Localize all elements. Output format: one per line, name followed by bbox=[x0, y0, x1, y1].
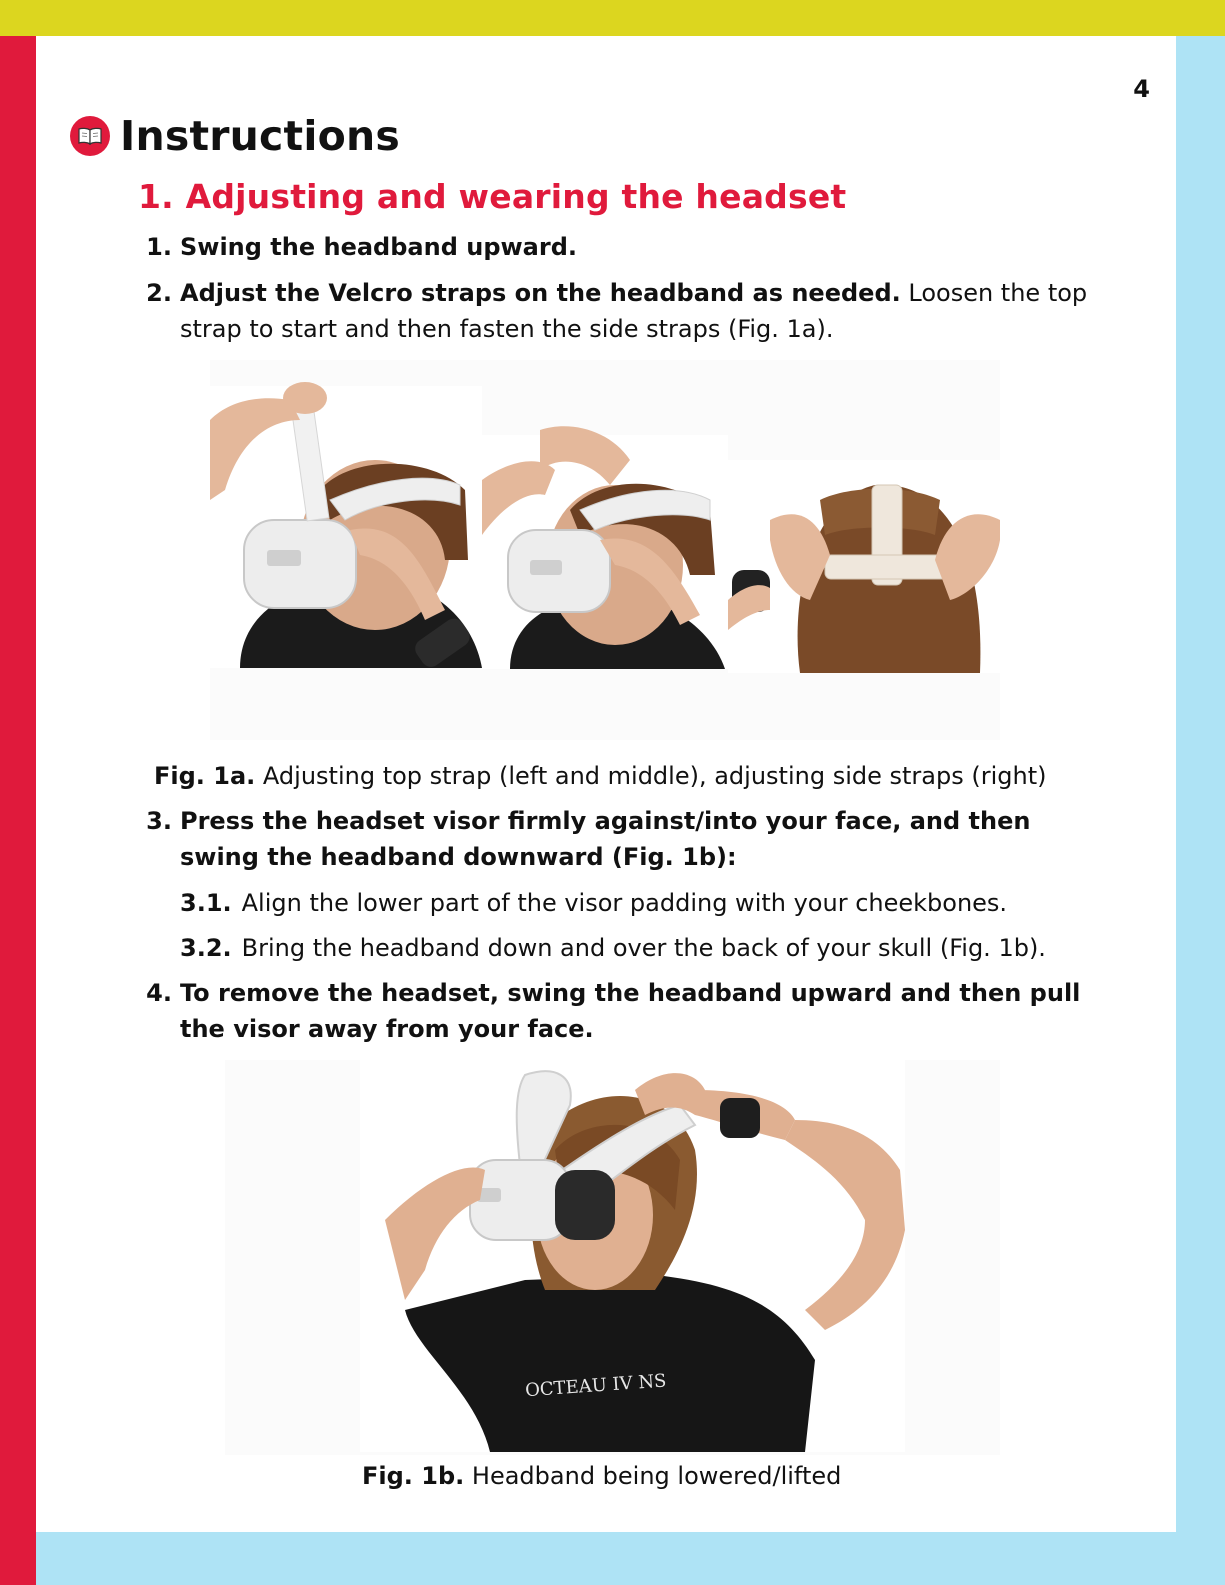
substep-3-1 bbox=[180, 885, 1007, 921]
step-instruction: Swing the headband upward. bbox=[180, 233, 577, 261]
fig1a-photo-left bbox=[210, 382, 482, 671]
step-instruction: Adjust the Velcro straps on the headband as needed. bbox=[180, 279, 901, 307]
left-color-bar bbox=[0, 36, 36, 1585]
figure-1b bbox=[225, 1060, 1000, 1455]
fig-1a-caption bbox=[154, 759, 1046, 793]
section-heading: 1. Adjusting and wearing the headset bbox=[138, 177, 847, 216]
top-color-bar bbox=[0, 0, 1225, 36]
step-3 bbox=[140, 803, 1100, 875]
right-color-bar bbox=[1176, 36, 1225, 1585]
figure-1a bbox=[210, 360, 1000, 740]
fig1a-photo-middle bbox=[482, 426, 728, 669]
bottom-color-bar bbox=[36, 1532, 1225, 1585]
step-detail: Loosen the top strap to start and then fasten the side straps (Fig. 1a). bbox=[180, 279, 1088, 343]
step-instruction: To remove the headset, swing the headband upward and then pull the visor away from your face. bbox=[180, 979, 1081, 1043]
step-2 bbox=[140, 275, 1100, 347]
fig-1b-caption-text: Headband being lowered/lifted bbox=[464, 1462, 842, 1490]
substep-3-2 bbox=[180, 930, 1046, 966]
substep-number: 3.2. bbox=[180, 934, 232, 962]
page-header bbox=[70, 112, 400, 160]
fig-1b-label: Fig. 1b. bbox=[362, 1462, 465, 1490]
step-number: 2. bbox=[146, 279, 172, 307]
step-number: 1. bbox=[146, 233, 172, 261]
open-book-icon bbox=[70, 116, 110, 156]
fig1a-photo-right bbox=[728, 460, 1000, 673]
fig-1a-caption-text: Adjusting top strap (left and middle), adjusting side straps (right) bbox=[255, 762, 1047, 790]
step-instruction: Press the headset visor firmly against/into your face, and then swing the headband downward (Fig. 1b): bbox=[180, 807, 1031, 871]
substep-text: Bring the headband down and over the back of your skull (Fig. 1b). bbox=[241, 934, 1046, 962]
page-title: Instructions bbox=[120, 112, 400, 160]
substep-number: 3.1. bbox=[180, 889, 232, 917]
step-4 bbox=[140, 975, 1100, 1047]
fig1b-photo bbox=[360, 1060, 905, 1452]
fig-1b-caption bbox=[362, 1459, 841, 1493]
step-number: 4. bbox=[146, 979, 172, 1007]
shirt-print: OCTEAU IV NS bbox=[524, 1370, 668, 1402]
substep-text: Align the lower part of the visor padding with your cheekbones. bbox=[241, 889, 1008, 917]
step-1 bbox=[140, 229, 1100, 265]
page-number: 4 bbox=[1133, 75, 1150, 103]
step-number: 3. bbox=[146, 807, 172, 835]
fig-1a-label: Fig. 1a. bbox=[154, 762, 256, 790]
